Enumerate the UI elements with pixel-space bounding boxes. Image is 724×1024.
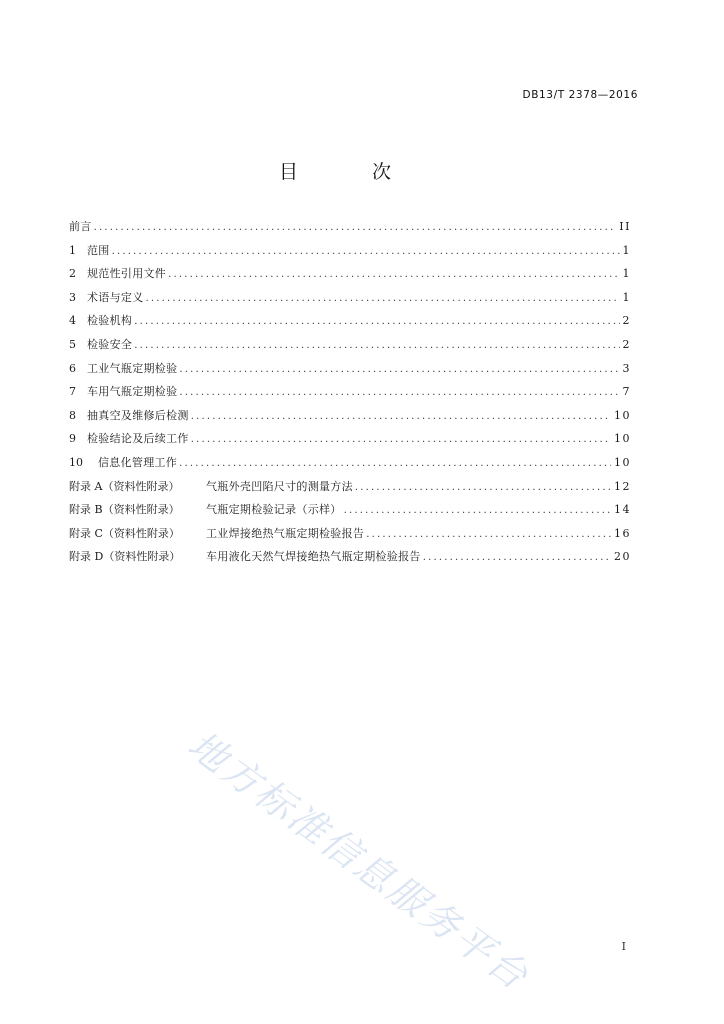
toc-leader-dots	[366, 529, 611, 540]
toc-leader-dots	[344, 505, 611, 516]
toc-leader-dots	[179, 364, 619, 375]
toc-entry-number: 8	[69, 408, 76, 422]
toc-entry-label: 术语与定义	[87, 290, 144, 304]
toc-leader-dots	[355, 482, 611, 493]
toc-leader-dots	[112, 246, 620, 257]
toc-leader-dots	[423, 552, 611, 563]
toc-entry-7[interactable]	[69, 383, 631, 407]
standard-code: DB13/T 2378—2016	[522, 89, 638, 101]
toc-entry-number: 附录 B（资料性附录）	[69, 503, 180, 517]
toc-entry-5[interactable]	[69, 336, 631, 360]
toc-entry-page: 10	[614, 455, 631, 469]
toc-entry-appendix-c[interactable]	[69, 525, 631, 549]
toc-entry-page: 14	[614, 503, 631, 517]
toc-entry-number: 3	[69, 290, 76, 304]
toc-leader-dots	[134, 340, 619, 351]
toc-leader-dots	[179, 387, 619, 398]
toc-entry-label: 检验安全	[87, 337, 133, 351]
toc-entry-number: 6	[69, 361, 76, 375]
toc-entry-page: 10	[614, 408, 631, 422]
toc-entry-label: 检验结论及后续工作	[87, 432, 189, 446]
toc-entry-label: 工业焊接绝热气瓶定期检验报告	[206, 526, 365, 540]
toc-entry-page: 2	[622, 314, 631, 328]
toc-entry-page: II	[619, 220, 631, 233]
toc-entry-appendix-d[interactable]	[69, 548, 631, 572]
toc-entry-number: 附录 D（资料性附录）	[69, 550, 181, 564]
toc-leader-dots	[191, 411, 611, 422]
toc-entry-label: 前言	[69, 220, 92, 233]
table-of-contents	[69, 218, 631, 572]
toc-leader-dots	[168, 269, 619, 280]
toc-entry-3[interactable]	[69, 289, 631, 313]
toc-entry-4[interactable]	[69, 312, 631, 336]
toc-entry-number: 5	[69, 337, 76, 351]
toc-entry-label: 车用液化天然气焊接绝热气瓶定期检验报告	[206, 550, 421, 564]
toc-entry-label: 信息化管理工作	[98, 455, 178, 469]
toc-leader-dots	[134, 316, 619, 327]
toc-entry-label: 气瓶外壳凹陷尺寸的测量方法	[206, 479, 353, 493]
toc-entry-page: 12	[614, 479, 631, 493]
toc-entry-label: 工业气瓶定期检验	[87, 361, 178, 375]
toc-entry-page: 10	[614, 432, 631, 446]
toc-entry-foreword[interactable]	[69, 218, 631, 242]
toc-entry-label: 范围	[87, 243, 110, 257]
page-number: I	[621, 940, 626, 953]
toc-entry-label: 车用气瓶定期检验	[87, 385, 178, 399]
toc-entry-number: 1	[69, 243, 76, 257]
toc-entry-appendix-a[interactable]	[69, 478, 631, 502]
toc-entry-page: 3	[622, 361, 631, 375]
toc-entry-number: 7	[69, 385, 76, 399]
toc-entry-label: 规范性引用文件	[87, 267, 167, 281]
toc-entry-number: 附录 A（资料性附录）	[69, 479, 180, 493]
page-title: 目 次	[278, 161, 426, 183]
toc-entry-page: 2	[622, 337, 631, 351]
toc-entry-number: 4	[69, 314, 76, 328]
toc-entry-9[interactable]	[69, 430, 631, 454]
toc-entry-label: 抽真空及维修后检测	[87, 408, 189, 422]
toc-entry-page: 16	[614, 526, 631, 540]
toc-entry-2[interactable]	[69, 265, 631, 289]
toc-entry-6[interactable]	[69, 360, 631, 384]
toc-leader-dots	[191, 434, 611, 445]
toc-entry-8[interactable]	[69, 407, 631, 431]
toc-entry-number: 2	[69, 267, 76, 281]
toc-entry-number: 附录 C（资料性附录）	[69, 526, 180, 540]
toc-entry-number: 10	[69, 455, 83, 469]
toc-entry-page: 1	[622, 243, 631, 257]
toc-entry-label: 检验机构	[87, 314, 133, 328]
toc-entry-page: 20	[614, 550, 631, 564]
toc-entry-10[interactable]	[69, 454, 631, 478]
toc-entry-appendix-b[interactable]	[69, 501, 631, 525]
toc-entry-label: 气瓶定期检验记录（示样）	[206, 503, 342, 517]
toc-entry-page: 1	[622, 290, 631, 304]
toc-leader-dots	[146, 293, 620, 304]
toc-leader-dots	[94, 222, 617, 233]
toc-entry-number: 9	[69, 432, 76, 446]
toc-entry-1[interactable]	[69, 242, 631, 266]
watermark: 地方标准信息服务平台	[180, 722, 538, 1000]
toc-entry-page: 7	[622, 385, 631, 399]
toc-entry-page: 1	[622, 267, 631, 281]
toc-leader-dots	[179, 458, 611, 469]
